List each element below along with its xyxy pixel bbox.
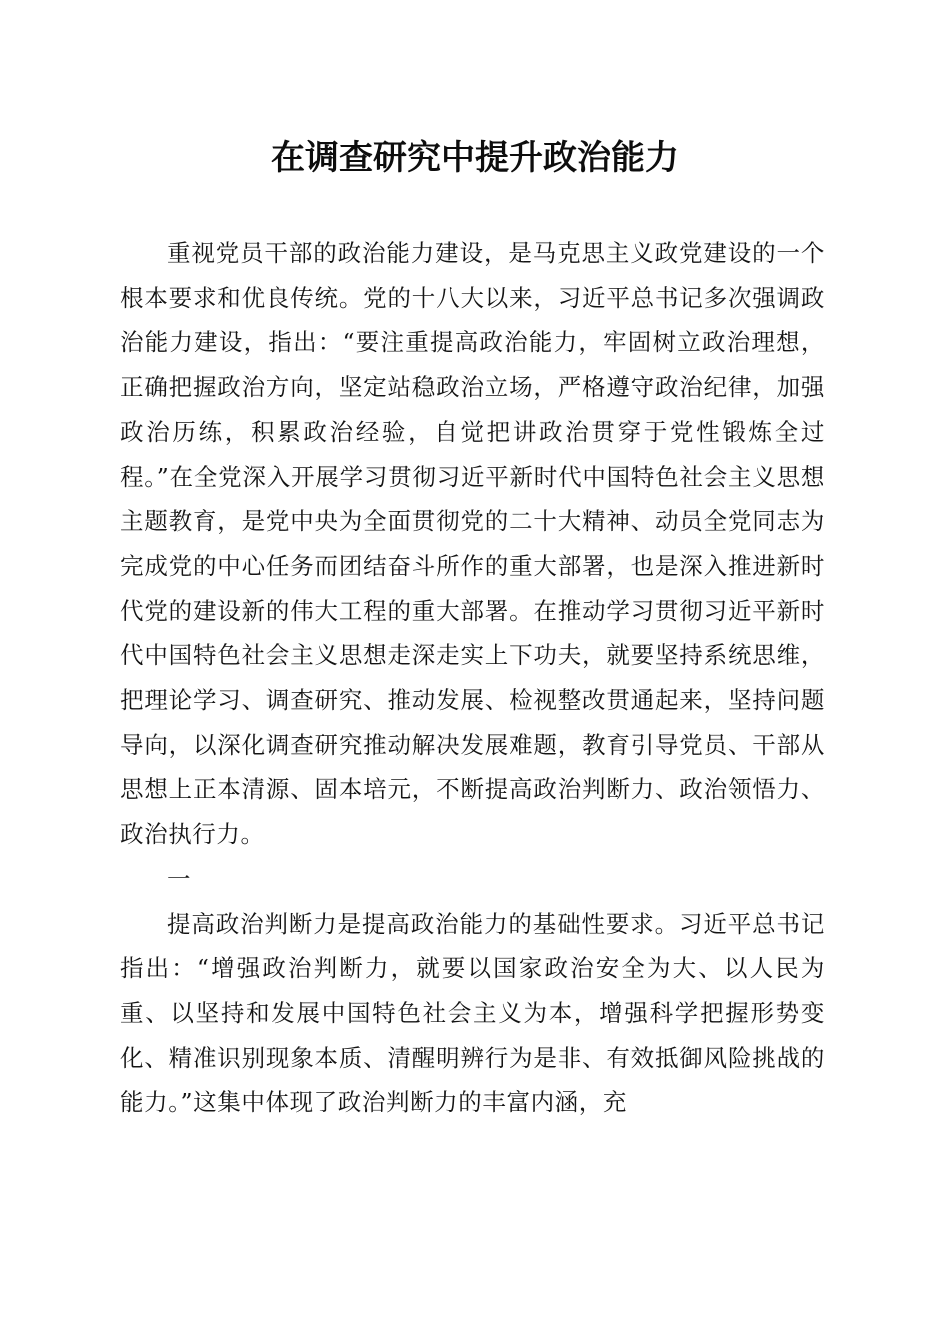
document-title: 在调查研究中提升政治能力	[271, 138, 679, 178]
section-heading: 一	[167, 864, 192, 893]
body-paragraph: 重视党员干部的政治能力建设，是马克思主义政党建设的一个根本要求和优良传统。党的十八大以来，习近平总书记多次强调政治能力建设，指出：“要注重提高政治能力，牢固树立政治理想，正确把握政治方向，坚定站稳政治立场，严格遵守政治纪律，加强政治历练，积累政治经验，自觉把讲政治贯穿于党性锻炼全过程。”在全党深入开展学习贯彻习近平新时代中国特色社会主义思想主题教育，是党中央为全面贯彻党的二十大精神、动员全党同志为完成党的中心任务而团结奋斗所作的重大部署，也是深入推进新时代党的建设新的伟大工程的重大部署。在推动学习贯彻习近平新时代中国特色社会主义思想走深走实上下功夫，就要坚持系统思维，把理论学习、调查研究、推动发展、检视整改贯通起来，坚持问题导向，以深化调查研究推动解决发展难题，教育引导党员、干部从思想上正本清源、固本培元，不断提高政治判断力、政治领悟力、政治执行力。	[120, 239, 825, 849]
body-paragraph: 提高政治判断力是提高政治能力的基础性要求。习近平总书记指出：“增强政治判断力，就要以国家政治安全为大、以人民为重、以坚持和发展中国特色社会主义为本，增强科学把握形势变化、精准识别现象本质、清醒明辨行为是非、有效抵御风险挑战的能力。”这集中体现了政治判断力的丰富内涵，充	[120, 909, 825, 1117]
document-body	[120, 231, 825, 1125]
